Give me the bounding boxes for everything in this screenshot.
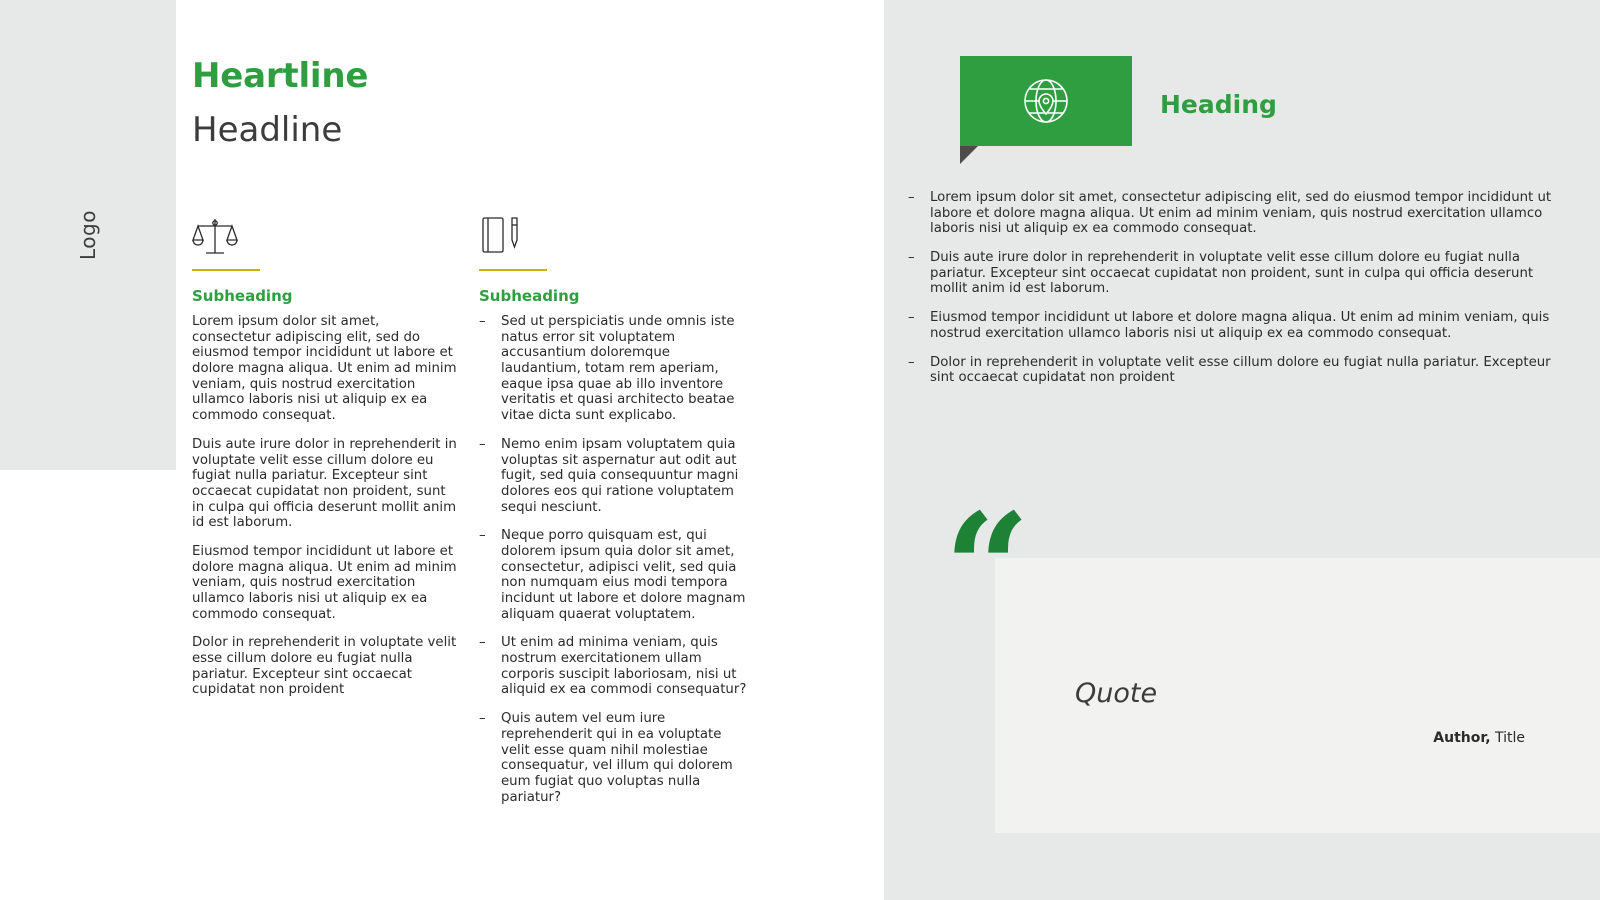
right-bullet-list bbox=[908, 190, 1568, 386]
scales-icon bbox=[192, 215, 460, 259]
left-content bbox=[192, 0, 872, 900]
list-item-text: Ut enim ad minima veniam, quis nostrum exercitationem ullam corporis suscipit laboriosam, nisi ut aliquid ex ea commodi consequatur? bbox=[501, 635, 747, 698]
list-item bbox=[479, 528, 747, 622]
quote-author: Author, bbox=[1433, 730, 1491, 746]
paragraph: Duis aute irure dolor in reprehenderit in voluptate velit esse cillum dolore eu fugiat nulla pariatur. Excepteur sint occaecat cupidatat non proident, sunt in culpa qui officia deserunt mollit anim id est laborum. bbox=[192, 436, 457, 531]
page-title: Headline bbox=[192, 110, 343, 150]
list-item-text: Nemo enim ipsam voluptatem quia voluptas sit aspernatur aut odit aut fugit, sed quia consequuntur magni dolores eos qui ratione voluptatem sequi nesciunt. bbox=[501, 436, 739, 515]
list-item bbox=[479, 314, 747, 424]
dash-marker: – bbox=[908, 310, 915, 326]
bullet-list bbox=[479, 314, 747, 805]
dash-marker: – bbox=[908, 190, 915, 205]
quote-attribution bbox=[1075, 730, 1525, 746]
quote-text: Quote bbox=[1075, 678, 1158, 709]
list-item-text: Lorem ipsum dolor sit amet, consectetur adipiscing elit, sed do eiusmod tempor incididunt ut labore et dolore magna aliqua. Ut enim ad minim veniam, quis nostrud exercitation ullamco laboris nisi ut aliquip ex ea commodo consequat. bbox=[930, 190, 1552, 237]
content-column-a bbox=[192, 215, 460, 698]
list-item bbox=[479, 437, 747, 515]
logo bbox=[0, 0, 176, 470]
dash-marker: – bbox=[479, 711, 486, 727]
list-item-text: Eiusmod tempor incididunt ut labore et dolore magna aliqua. Ut enim ad minim veniam, quis nostrud exercitation ullamco laboris nisi ut aliquip ex ea commodo consequat. bbox=[930, 310, 1550, 341]
dash-marker: – bbox=[908, 354, 915, 370]
quote-title: Title bbox=[1490, 730, 1525, 746]
flag-tail bbox=[960, 146, 978, 164]
list-item-text: Dolor in reprehenderit in voluptate velit esse cillum dolore eu fugiat nulla pariatur. Excepteur sint occaecat cupidatat non proident bbox=[930, 354, 1551, 386]
paragraph: Eiusmod tempor incididunt ut labore et dolore magna aliqua. Ut enim ad minim veniam, quis nostrud exercitation ullamco laboris nisi ut aliquip ex ea commodo consequat. bbox=[192, 543, 457, 622]
content-column-b bbox=[479, 215, 747, 805]
dash-marker: – bbox=[479, 314, 486, 329]
paragraph: Dolor in reprehenderit in voluptate velit esse cillum dolore eu fugiat nulla pariatur. Excepteur sint occaecat cupidatat non proident bbox=[192, 635, 457, 698]
list-item bbox=[908, 250, 1568, 297]
list-item-text: Neque porro quisquam est, qui dolorem ipsum quia dolor sit amet, consectetur, adipisci velit, sed quia non numquam eius modi tempora incidunt ut labore et dolore magnam aliquam quaerat voluptatem. bbox=[501, 528, 746, 622]
subheading-a: Subheading bbox=[192, 287, 293, 305]
flag-badge bbox=[960, 56, 1132, 146]
heartline: Heartline bbox=[192, 56, 369, 96]
list-item bbox=[908, 190, 1568, 237]
dash-marker: – bbox=[908, 250, 915, 266]
dash-marker: – bbox=[479, 528, 486, 544]
list-item-text: Quis autem vel eum iure reprehenderit qui in ea voluptate velit esse quam nihil molestiae consequatur, vel illum qui dolorem eum fugiat quo voluptas nulla pariatur? bbox=[501, 711, 733, 805]
list-item bbox=[908, 310, 1568, 341]
list-item-text: Duis aute irure dolor in reprehenderit in voluptate velit esse cillum dolore eu fugiat nulla pariatur. Excepteur sint occaecat cupidatat non proident, sunt in culpa qui officia deserunt mollit anim id est laborum. bbox=[930, 250, 1534, 297]
accent-rule bbox=[192, 269, 260, 271]
logo-label: Logo bbox=[76, 210, 100, 260]
dash-marker: – bbox=[479, 436, 486, 452]
list-item bbox=[908, 355, 1568, 386]
paragraph: Lorem ipsum dolor sit amet, consectetur adipiscing elit, sed do eiusmod tempor incididunt ut labore et dolore magna aliqua. Ut enim ad minim veniam, quis nostrud exercitation ullamco laboris nisi ut aliquip ex ea commodo consequat. bbox=[192, 314, 457, 424]
right-heading: Heading bbox=[1160, 90, 1277, 119]
dash-marker: – bbox=[479, 635, 486, 651]
accent-rule bbox=[479, 269, 547, 271]
list-item bbox=[479, 711, 747, 805]
list-item bbox=[479, 635, 747, 698]
quote-mark-icon: “ bbox=[944, 481, 1035, 657]
list-item-text: Sed ut perspiciatis unde omnis iste natus error sit voluptatem accusantium doloremque laudantium, totam rem aperiam, eaque ipsa quae ab illo inventore veritatis et quasi architecto beatae vitae dicta sunt explicabo. bbox=[501, 314, 735, 424]
globe-pin-icon bbox=[1015, 70, 1077, 132]
subheading-b: Subheading bbox=[479, 287, 580, 305]
book-pen-icon bbox=[479, 215, 747, 259]
